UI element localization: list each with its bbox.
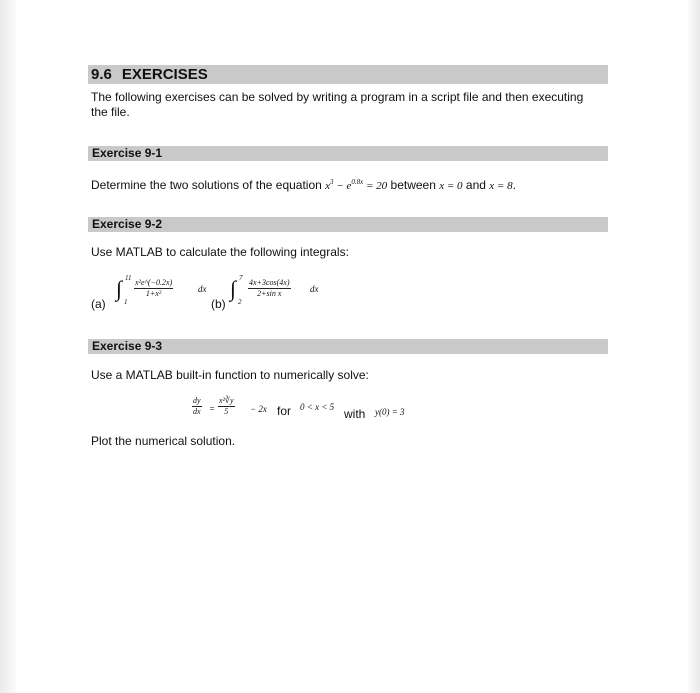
ode-rhs-tail: − 2x (250, 404, 267, 414)
exercise-9-1-heading: Exercise 9-1 (88, 146, 608, 161)
integrand (248, 278, 291, 299)
left-page-edge (0, 0, 16, 693)
numerator: 4x+3cos(4x) (249, 278, 290, 287)
integral-a-label: (a) (91, 297, 106, 311)
differential: dx (198, 284, 207, 294)
upper-limit: 11 (125, 274, 132, 282)
period: . (512, 178, 516, 192)
section-heading (88, 65, 608, 84)
initial-condition: y(0) = 3 (375, 407, 405, 417)
denominator: 1+x² (145, 289, 162, 298)
ode-rhs-fraction: $\frac{\text{x²∛y}}{5}$ (219, 396, 234, 416)
for-word: for (277, 404, 292, 418)
with-word: with (344, 407, 366, 421)
section-intro: The following exercises can be solved by writing a program in a script file and then executing the file. (91, 90, 584, 119)
integral-sign-icon: ∫ (116, 276, 123, 301)
document-page (86, 0, 610, 693)
exercise-9-2-text: Use MATLAB to calculate the following integrals: (91, 245, 349, 259)
ode-domain: 0 < x < 5 (300, 402, 335, 412)
integrand (134, 278, 173, 299)
range-end: x = 8 (489, 180, 513, 192)
section-number: 9.6 (91, 66, 112, 83)
denominator: 2+sin x (257, 289, 282, 298)
section-title: EXERCISES (121, 66, 208, 83)
exercise-9-3-heading: Exercise 9-3 (88, 339, 608, 354)
differential: dx (310, 284, 319, 294)
lower-limit: 2 (238, 298, 242, 306)
ode-lhs: $\frac{dy}{dx}$ (193, 396, 201, 416)
and-word: and (465, 178, 486, 192)
integral-sign-icon: ∫ (230, 276, 237, 301)
upper-limit: 7 (239, 274, 243, 282)
exercise-9-1-lead: Determine the two solutions of the equation (91, 178, 322, 192)
equals-sign: = (209, 404, 216, 414)
exercise-9-1-text (91, 175, 601, 194)
equation: $x^3 - e^{0.8x} = 20$ (325, 178, 388, 192)
integral-b-label: (b) (211, 297, 226, 311)
lower-limit: 1 (124, 298, 128, 306)
exercise-9-3-text: Use a MATLAB built-in function to numerically solve: (91, 368, 369, 382)
exercise-9-3-closing: Plot the numerical solution. (91, 434, 236, 448)
right-page-edge (688, 0, 700, 693)
between-word: between (390, 178, 436, 192)
exercise-9-2-heading: Exercise 9-2 (88, 217, 608, 232)
range-start: x = 0 (439, 180, 463, 192)
numerator: x²e^(−0.2x) (135, 278, 173, 287)
ode-equation (192, 396, 522, 424)
